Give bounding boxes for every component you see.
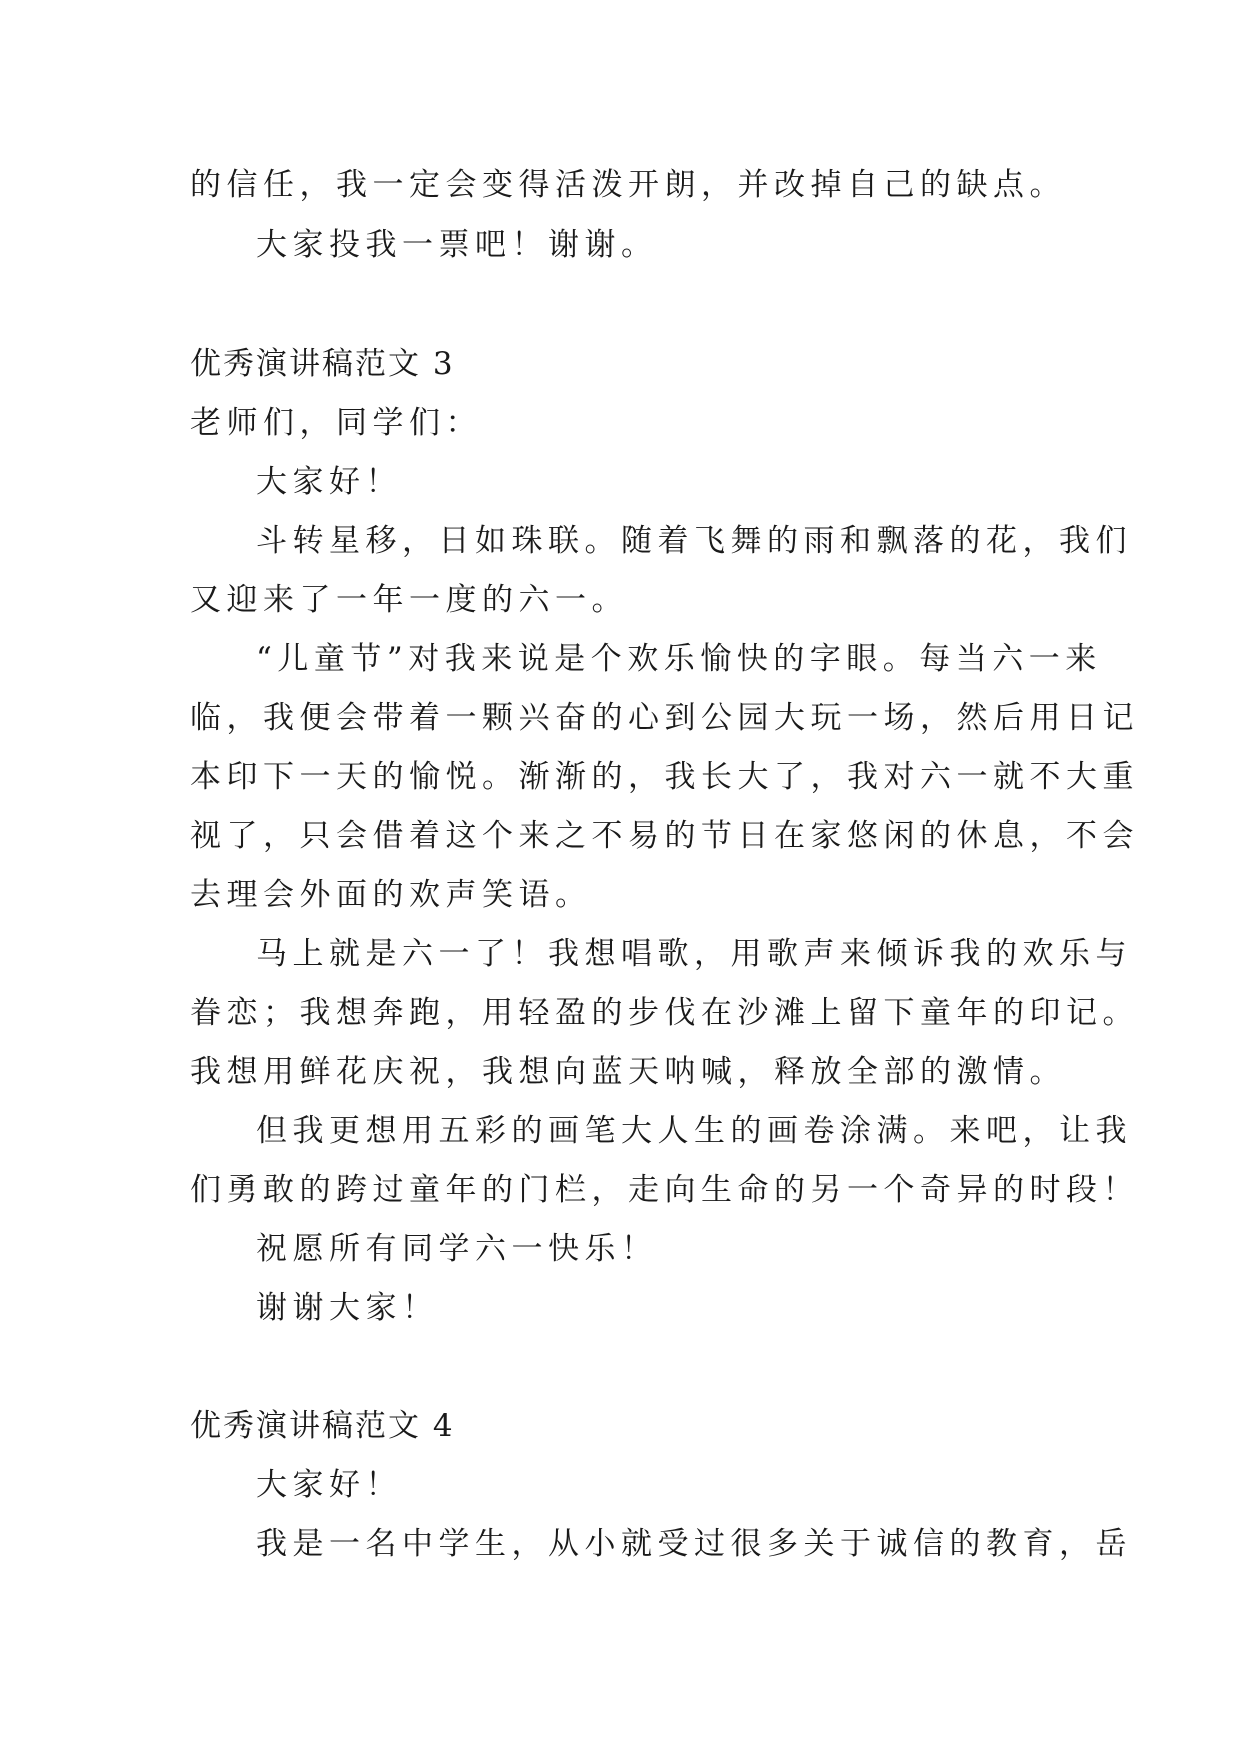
paragraph-line: 视了，只会借着这个来之不易的节日在家悠闲的休息，不会 [190, 818, 1139, 854]
paragraph-line: 眷恋；我想奔跑，用轻盈的步伐在沙滩上留下童年的印记。 [190, 995, 1139, 1031]
section-heading: 优秀演讲稿范文 3 [190, 346, 455, 382]
paragraph-line: 但我更想用五彩的画笔大人生的画卷涂满。来吧，让我 [256, 1113, 1132, 1149]
paragraph-line: 的信任，我一定会变得活泼开朗，并改掉自己的缺点。 [190, 167, 1066, 203]
paragraph-line: 们勇敢的跨过童年的门栏，走向生命的另一个奇异的时段！ [190, 1172, 1139, 1208]
closing-line: 大家投我一票吧！谢谢。 [256, 227, 658, 263]
paragraph-line: 本印下一天的愉悦。渐渐的，我长大了，我对六一就不大重 [190, 759, 1139, 795]
greeting: 大家好！ [256, 464, 402, 500]
paragraph-line: 我是一名中学生，从小就受过很多关于诚信的教育，岳 [256, 1526, 1132, 1562]
paragraph-line: 我想用鲜花庆祝，我想向蓝天呐喊，释放全部的激情。 [190, 1054, 1066, 1090]
paragraph-line: 临，我便会带着一颗兴奋的心到公园大玩一场，然后用日记 [190, 700, 1139, 736]
paragraph-line: “儿童节”对我来说是个欢乐愉快的字眼。每当六一来 [256, 641, 1102, 677]
salutation: 老师们，同学们： [190, 405, 482, 441]
paragraph-line: 祝愿所有同学六一快乐！ [256, 1231, 658, 1267]
paragraph-line: 斗转星移，日如珠联。随着飞舞的雨和飘落的花，我们 [256, 523, 1132, 559]
paragraph-line: 马上就是六一了！我想唱歌，用歌声来倾诉我的欢乐与 [256, 936, 1132, 972]
greeting: 大家好！ [256, 1467, 402, 1503]
closing-line: 谢谢大家！ [256, 1290, 439, 1326]
section-heading: 优秀演讲稿范文 4 [190, 1408, 455, 1444]
paragraph-line: 去理会外面的欢声笑语。 [190, 877, 592, 913]
paragraph-line: 又迎来了一年一度的六一。 [190, 582, 628, 618]
